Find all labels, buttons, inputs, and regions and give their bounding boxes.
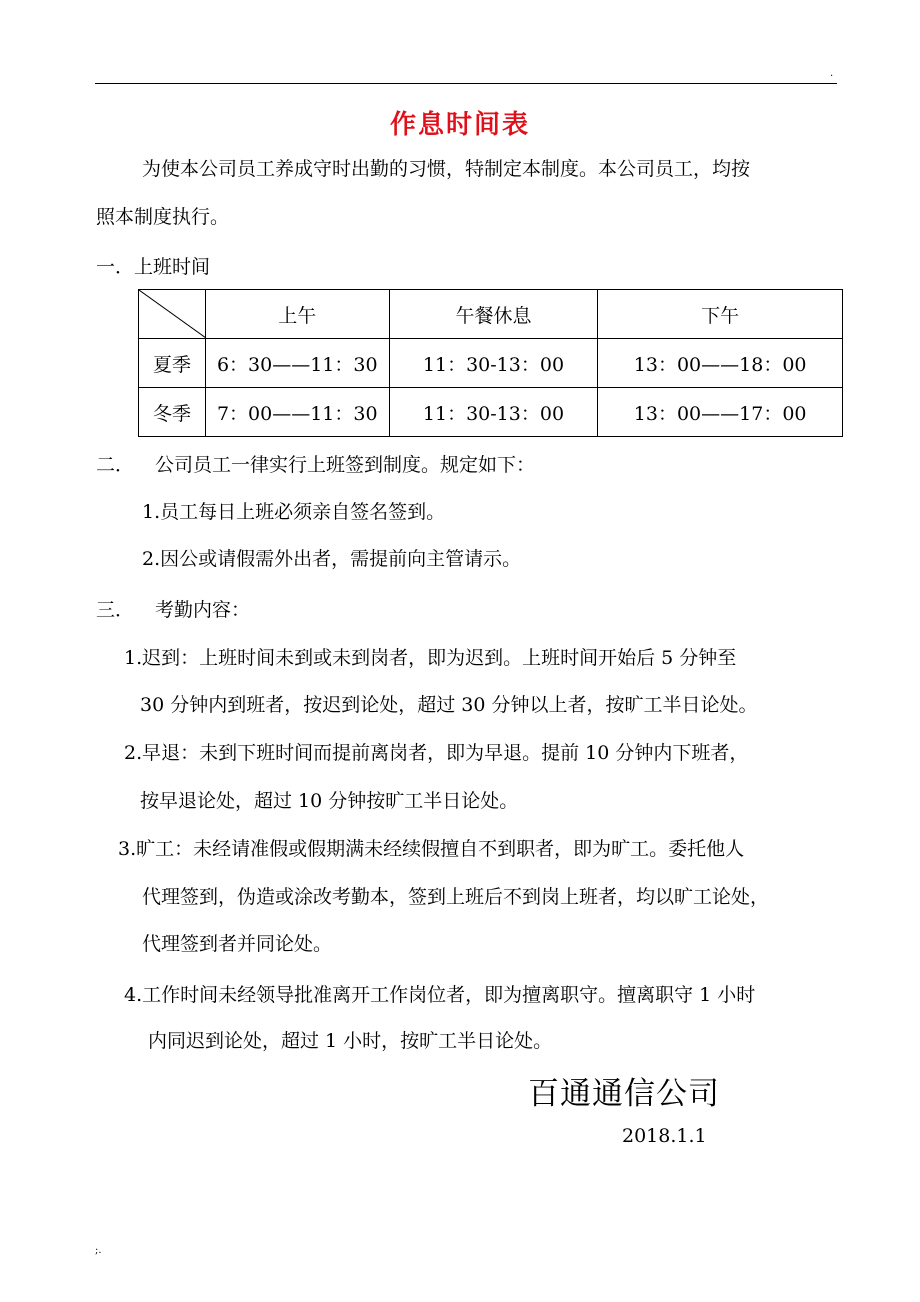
diagonal-header-cell bbox=[139, 290, 206, 339]
header-rule bbox=[95, 83, 837, 84]
summer-afternoon: 13：00——18：00 bbox=[598, 339, 843, 388]
header-afternoon: 下午 bbox=[598, 290, 843, 339]
summer-lunch: 11：30-13：00 bbox=[389, 339, 598, 388]
winter-lunch: 11：30-13：00 bbox=[389, 388, 598, 437]
header-morning: 上午 bbox=[205, 290, 389, 339]
item-absent-line-2: 代理签到，伪造或涂改考勤本，签到上班后不到岗上班者，均以旷工论处， bbox=[142, 886, 770, 908]
item-absent-line-1: 3.旷工：未经请准假或假期满未经续假擅自不到职者，即为旷工。委托他人 bbox=[118, 838, 745, 860]
header-mark: . bbox=[830, 68, 834, 79]
schedule-table bbox=[138, 289, 843, 437]
section-3-number: 三． bbox=[96, 599, 135, 621]
item-leave-post-line-1: 4.工作时间未经领导批准离开工作岗位者，即为擅离职守。擅离职守 1 小时 bbox=[124, 984, 756, 1006]
company-name: 百通通信公司 bbox=[528, 1076, 720, 1112]
page-title: 作息时间表 bbox=[389, 110, 530, 140]
section-2-item-1: 1.员工每日上班必须亲自签名签到。 bbox=[142, 501, 446, 523]
intro-line-1: 为使本公司员工养成守时出勤的习惯，特制定本制度。本公司员工，均按 bbox=[142, 158, 751, 180]
table-row bbox=[139, 388, 843, 437]
header-lunch: 午餐休息 bbox=[389, 290, 598, 339]
section-3-heading: 考勤内容： bbox=[155, 599, 251, 621]
section-2-item-2: 2.因公或请假需外出者，需提前向主管请示。 bbox=[142, 548, 522, 570]
row-label-winter: 冬季 bbox=[139, 388, 206, 437]
intro-line-2: 照本制度执行。 bbox=[96, 206, 230, 228]
diagonal-line bbox=[139, 290, 206, 338]
section-2-number: 二． bbox=[96, 454, 135, 476]
summer-morning: 6：30——11：30 bbox=[205, 339, 389, 388]
item-absent-line-3: 代理签到者并同论处。 bbox=[142, 933, 333, 955]
item-late-line-2: 30 分钟内到班者，按迟到论处，超过 30 分钟以上者，按旷工半日论处。 bbox=[140, 694, 758, 716]
row-label-summer: 夏季 bbox=[139, 339, 206, 388]
item-early-line-2: 按早退论处，超过 10 分钟按旷工半日论处。 bbox=[140, 790, 519, 812]
winter-morning: 7：00——11：30 bbox=[205, 388, 389, 437]
section-2-heading: 公司员工一律实行上班签到制度。规定如下： bbox=[155, 454, 536, 476]
section-1-heading: 一．上班时间 bbox=[96, 256, 211, 278]
winter-afternoon: 13：00——17：00 bbox=[598, 388, 843, 437]
signature-date: 2018.1.1 bbox=[622, 1125, 707, 1147]
table-row bbox=[139, 339, 843, 388]
table-header-row bbox=[139, 290, 843, 339]
item-early-line-1: 2.早退：未到下班时间而提前离岗者，即为早退。提前 10 分钟内下班者， bbox=[124, 742, 749, 764]
footer-mark: ;. bbox=[95, 1245, 102, 1256]
item-late-line-1: 1.迟到：上班时间未到或未到岗者，即为迟到。上班时间开始后 5 分钟至 bbox=[124, 647, 737, 669]
item-leave-post-line-2: 内同迟到论处，超过 1 小时，按旷工半日论处。 bbox=[148, 1030, 553, 1052]
